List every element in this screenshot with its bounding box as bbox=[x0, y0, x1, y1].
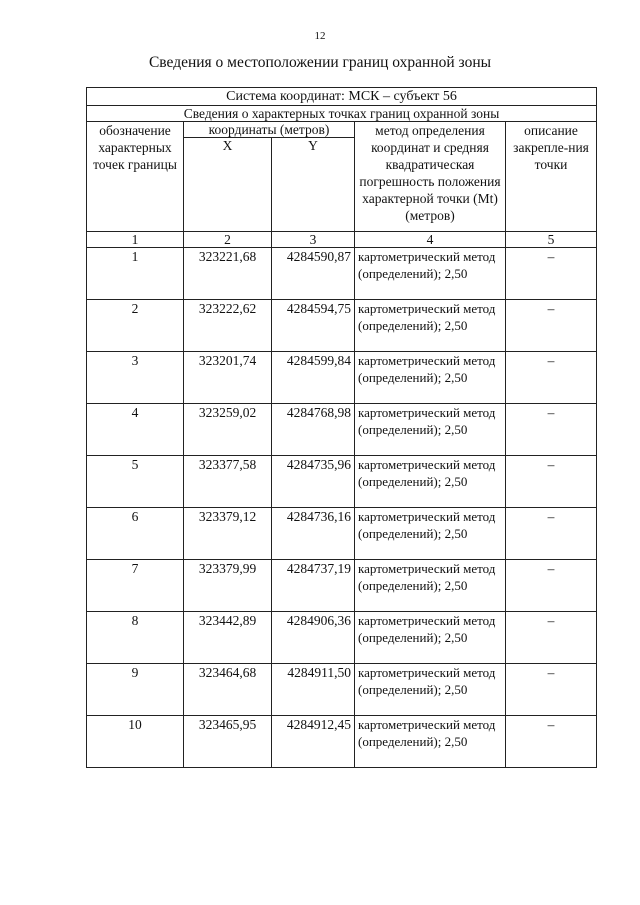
table-caption-row bbox=[87, 106, 597, 122]
header-method: метод определения координат и средняя квадратическая погрешность положения характерной точки (Mt) (метров) bbox=[355, 122, 506, 232]
method-cell: картометрический метод (определений); 2,50 bbox=[355, 456, 506, 508]
method-cell: картометрический метод (определений); 2,50 bbox=[355, 300, 506, 352]
coordinate-system-label: Система координат: МСК – субъект 56 bbox=[87, 88, 597, 106]
header-designation: обозначение характерных точек границы bbox=[87, 122, 184, 232]
point-number: 9 bbox=[87, 664, 184, 716]
point-number: 6 bbox=[87, 508, 184, 560]
method-cell: картометрический метод (определений); 2,50 bbox=[355, 404, 506, 456]
document-title: Сведения о местоположении границ охранной зоны bbox=[148, 54, 492, 71]
page-number: 12 bbox=[314, 30, 326, 42]
table-caption: Сведения о характерных точках границ охранной зоны bbox=[87, 106, 597, 122]
table-row bbox=[87, 560, 597, 612]
method-cell: картометрический метод (определений); 2,50 bbox=[355, 612, 506, 664]
coordinate-y: 4284906,36 bbox=[272, 612, 355, 664]
description-cell: – bbox=[506, 560, 597, 612]
method-cell: картометрический метод (определений); 2,50 bbox=[355, 560, 506, 612]
description-cell: – bbox=[506, 664, 597, 716]
description-cell: – bbox=[506, 300, 597, 352]
coordinate-y: 4284768,98 bbox=[272, 404, 355, 456]
table-row bbox=[87, 612, 597, 664]
column-number: 2 bbox=[184, 232, 272, 248]
table-row bbox=[87, 508, 597, 560]
point-number: 3 bbox=[87, 352, 184, 404]
coordinate-y: 4284911,50 bbox=[272, 664, 355, 716]
table-row bbox=[87, 716, 597, 768]
table-row bbox=[87, 404, 597, 456]
table-row bbox=[87, 352, 597, 404]
coordinate-x: 323259,02 bbox=[184, 404, 272, 456]
method-cell: картометрический метод (определений); 2,50 bbox=[355, 352, 506, 404]
description-cell: – bbox=[506, 612, 597, 664]
description-cell: – bbox=[506, 248, 597, 300]
header-row bbox=[87, 122, 597, 138]
coordinate-y: 4284912,45 bbox=[272, 716, 355, 768]
boundary-points-table bbox=[86, 87, 597, 768]
description-cell: – bbox=[506, 508, 597, 560]
description-cell: – bbox=[506, 404, 597, 456]
coordinate-y: 4284737,19 bbox=[272, 560, 355, 612]
header-coordinates: координаты (метров) bbox=[184, 122, 355, 138]
point-number: 10 bbox=[87, 716, 184, 768]
point-number: 7 bbox=[87, 560, 184, 612]
header-y: Y bbox=[272, 138, 355, 232]
coordinate-y: 4284735,96 bbox=[272, 456, 355, 508]
coordinate-x: 323465,95 bbox=[184, 716, 272, 768]
method-cell: картометрический метод (определений); 2,50 bbox=[355, 508, 506, 560]
coordinate-x: 323201,74 bbox=[184, 352, 272, 404]
coordinate-y: 4284736,16 bbox=[272, 508, 355, 560]
coordinate-x: 323379,12 bbox=[184, 508, 272, 560]
coordinate-y: 4284599,84 bbox=[272, 352, 355, 404]
point-number: 4 bbox=[87, 404, 184, 456]
description-cell: – bbox=[506, 716, 597, 768]
column-number: 4 bbox=[355, 232, 506, 248]
column-number-row bbox=[87, 232, 597, 248]
coordinate-x: 323379,99 bbox=[184, 560, 272, 612]
coordinate-system-row bbox=[87, 88, 597, 106]
point-number: 1 bbox=[87, 248, 184, 300]
coordinate-x: 323221,68 bbox=[184, 248, 272, 300]
coordinate-x: 323377,58 bbox=[184, 456, 272, 508]
point-number: 8 bbox=[87, 612, 184, 664]
method-cell: картометрический метод (определений); 2,50 bbox=[355, 664, 506, 716]
column-number: 1 bbox=[87, 232, 184, 248]
description-cell: – bbox=[506, 352, 597, 404]
coordinate-x: 323464,68 bbox=[184, 664, 272, 716]
coordinate-x: 323442,89 bbox=[184, 612, 272, 664]
coordinate-y: 4284594,75 bbox=[272, 300, 355, 352]
table-row bbox=[87, 300, 597, 352]
method-cell: картометрический метод (определений); 2,50 bbox=[355, 716, 506, 768]
point-number: 2 bbox=[87, 300, 184, 352]
table-row bbox=[87, 664, 597, 716]
header-description: описание закрепле-ния точки bbox=[506, 122, 597, 232]
coordinate-x: 323222,62 bbox=[184, 300, 272, 352]
method-cell: картометрический метод (определений); 2,50 bbox=[355, 248, 506, 300]
table-row bbox=[87, 248, 597, 300]
column-number: 3 bbox=[272, 232, 355, 248]
coordinate-y: 4284590,87 bbox=[272, 248, 355, 300]
column-number: 5 bbox=[506, 232, 597, 248]
header-x: X bbox=[184, 138, 272, 232]
description-cell: – bbox=[506, 456, 597, 508]
point-number: 5 bbox=[87, 456, 184, 508]
table-row bbox=[87, 456, 597, 508]
